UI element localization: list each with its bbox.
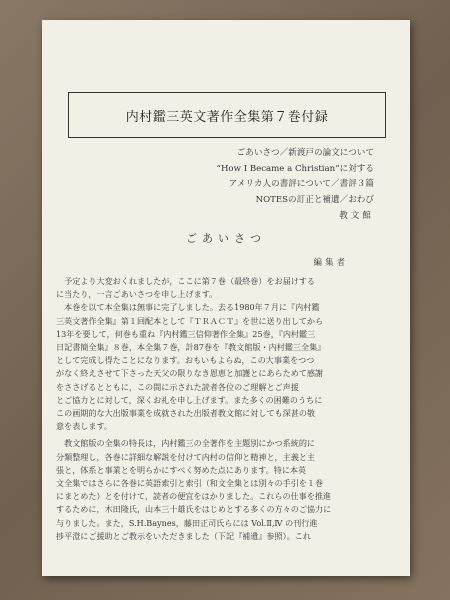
text-line: とご協力とに対して，深くお礼を申し上げます。また多くの困難のうちに xyxy=(56,394,323,405)
text-line: 教文館版の全集の特長は，内村鑑三の全著作を主題別にかつ系統的に xyxy=(64,438,316,449)
text-line: がなく終えさせて下さった天父の限りなき恩恵と加護とにあらためて感謝 xyxy=(56,368,324,379)
contents-list xyxy=(74,146,374,225)
publisher-name: 教文館 xyxy=(339,211,374,221)
text-line: 張と，体系と事業とを明らかにすべく努めた点にあります。特に本英 xyxy=(56,464,307,475)
contents-item: NOTESの訂正と補遺／おわび xyxy=(255,194,374,205)
text-line: 捗平澄にご援助とご教示をいただきました（下記『補遺』参照）。これ xyxy=(56,530,311,541)
body-text xyxy=(56,275,398,543)
text-line: 予定より大変おくれましたが，ここに第７巻（最終巻）をお届けする xyxy=(64,276,316,286)
contents-item: アメリカ人の書評について／書評３篇 xyxy=(228,179,374,189)
text-line: 13年を要して，何巻も重ね『内村鑑三信仰著作全集』25巻，『内村鑑三 xyxy=(56,328,316,339)
text-line: 文全集ではさらに各巻に英語索引と索引（和文全集とは別々の手引を１巻 xyxy=(56,478,324,489)
text-line: 三英文著作全集』第１回配本として『ＴＲＡＣＴ』を世に送り出してから xyxy=(56,315,324,326)
text-line: 与りました。また，S.H.Baynes，藤田正司氏らには Vol.Ⅱ,Ⅳ の刊行進 xyxy=(56,517,318,528)
text-line: として完成し得たことになります。おもいもよらぬ，この大事業をつつ xyxy=(56,355,315,366)
title-box xyxy=(68,92,386,138)
text-line: するために，木田隆氏，山本三十雄氏をはじめとする多くの方々のご協力に xyxy=(56,504,332,515)
editor-byline: 編集者 xyxy=(313,258,348,268)
text-line: にまとめた）とを付けて，読者の便宜をはかりました。これらの仕事を推進 xyxy=(56,491,332,502)
section-heading: ごあいさつ xyxy=(186,232,266,245)
text-line: に当たり，一言ごあいさつを申し上げます。 xyxy=(56,289,218,300)
text-line: 日記書簡全集』８巻，本全集７巻，計87巻を『教文館版・内村鑑三全集』 xyxy=(56,342,326,353)
text-line: 本巻を以て本全集は無事に完了しました。去る1980年７月に『内村鑑 xyxy=(64,302,320,313)
contents-item: “How I Became a Christian”に対する xyxy=(216,163,374,174)
text-line: をささげるとともに，この間に示された読者各位のご理解とご声援 xyxy=(56,381,299,392)
page-title: 内村鑑三英文著作全集第７巻付録 xyxy=(125,109,329,125)
document-page xyxy=(42,20,410,576)
text-line: 意を表します。 xyxy=(56,421,113,432)
contents-item: ごあいさつ／新渡戸の論文について xyxy=(236,148,374,158)
text-line: この画期的な大出版事業を成就された出版者教文館に対しても深甚の敬 xyxy=(56,408,316,419)
text-line: 分類整理し，各巻に詳細な解説を付けて内村の信仰と精神と，主義と主 xyxy=(56,451,316,462)
